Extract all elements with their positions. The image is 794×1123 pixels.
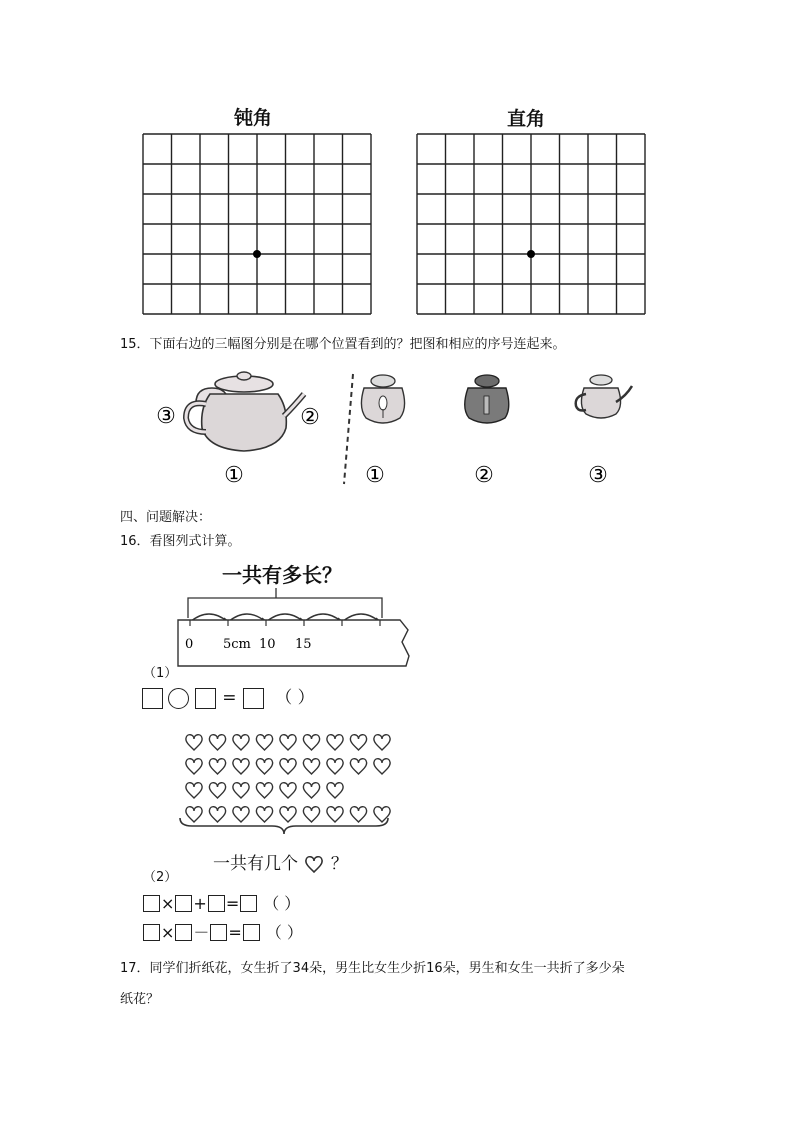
heart-icon <box>303 735 319 750</box>
question-15-text: 15．下面右边的三幅图分别是在哪个位置看到的？把图和相应的序号连起来。 <box>120 337 566 352</box>
section-4-heading: 四、问题解决： <box>120 510 212 525</box>
heart-icon <box>280 735 296 750</box>
grid-right[interactable] <box>414 131 649 319</box>
answer-box[interactable] <box>195 688 216 709</box>
answer-box[interactable] <box>243 924 260 941</box>
heart-icon <box>233 759 249 774</box>
view-label-1: ① <box>365 463 385 488</box>
ruler-tick-10: 10 <box>259 637 276 652</box>
answer-box[interactable] <box>210 924 227 941</box>
heart-icon <box>350 735 366 750</box>
unit-paren[interactable]: （ ） <box>275 688 315 708</box>
hearts-figure <box>172 730 397 840</box>
minus-sign: － <box>193 923 210 942</box>
heart-icon <box>327 807 343 822</box>
part-1-equation <box>142 688 316 710</box>
answer-box[interactable] <box>143 924 160 941</box>
plus-sign: + <box>193 894 207 913</box>
heart-icon <box>209 759 225 774</box>
heart-icon <box>303 807 319 822</box>
question-16-text: 16．看图列式计算。 <box>120 534 241 549</box>
heart-icon <box>256 735 272 750</box>
ruler-title: 一共有多长？ <box>222 563 342 587</box>
label-view-left: ③ <box>156 404 176 429</box>
heart-icon <box>374 759 390 774</box>
grid-vertex-dot <box>253 250 261 258</box>
heart-icon <box>256 759 272 774</box>
answer-box[interactable] <box>142 688 163 709</box>
heart-icon <box>233 735 249 750</box>
question-17-line-1: 17．同学们折纸花，女生折了34朵，男生比女生少折16朵，男生和女生一共折了多少朵 <box>120 961 625 976</box>
heart-icon <box>186 783 202 798</box>
heart-icon <box>186 807 202 822</box>
heart-icon <box>303 759 319 774</box>
heart-icon <box>233 783 249 798</box>
grid-title-right: 直角 <box>507 108 546 130</box>
grid-vertex-dot <box>527 250 535 258</box>
equals-sign: = <box>225 894 240 913</box>
teapot-view-1-icon <box>361 375 404 423</box>
unit-paren[interactable]: （ ） <box>263 894 301 913</box>
heart-icon <box>280 783 296 798</box>
times-sign: × <box>161 894 175 913</box>
hearts-question-prefix: 一共有几个 <box>213 854 298 874</box>
label-view-right: ② <box>300 405 320 430</box>
operator-circle[interactable] <box>168 688 189 709</box>
heart-icon <box>209 735 225 750</box>
divider-line <box>344 374 353 484</box>
view-label-3: ③ <box>588 463 608 488</box>
times-sign: × <box>161 923 175 942</box>
teapot-main-icon <box>186 372 304 451</box>
unit-paren[interactable]: （ ） <box>265 923 303 942</box>
answer-box[interactable] <box>175 924 192 941</box>
ruler-tick-5cm: 5cm <box>223 637 251 652</box>
question-17-line-2: 纸花？ <box>120 992 160 1007</box>
heart-icon <box>256 807 272 822</box>
heart-icon <box>327 759 343 774</box>
answer-box[interactable] <box>208 895 225 912</box>
heart-icon <box>280 759 296 774</box>
answer-box[interactable] <box>240 895 257 912</box>
heart-icon <box>374 735 390 750</box>
hearts-question <box>213 849 348 875</box>
heart-icon <box>209 807 225 822</box>
part-1-label: （1） <box>143 666 178 681</box>
heart-icon <box>350 759 366 774</box>
heart-icon <box>327 735 343 750</box>
heart-icon <box>186 735 202 750</box>
part-2-equation-2 <box>143 921 304 943</box>
ruler-figure <box>170 584 415 670</box>
heart-icon <box>186 759 202 774</box>
heart-icon <box>303 855 325 875</box>
part-2-equation-1 <box>143 892 301 914</box>
teapot-view-2-icon <box>465 375 509 423</box>
heart-icon <box>256 783 272 798</box>
grid-obtuse[interactable] <box>140 131 375 319</box>
heart-icon <box>209 783 225 798</box>
answer-box[interactable] <box>175 895 192 912</box>
teapot-figure <box>148 366 648 494</box>
heart-icon <box>350 807 366 822</box>
view-label-2: ② <box>474 463 494 488</box>
heart-icon <box>280 807 296 822</box>
heart-icon <box>327 783 343 798</box>
equals-sign: = <box>228 923 242 942</box>
heart-icon <box>233 807 249 822</box>
equals-sign: = <box>222 688 237 708</box>
heart-icon <box>303 783 319 798</box>
grid-title-obtuse: 钝角 <box>234 107 273 129</box>
hearts-question-suffix: ？ <box>330 854 348 874</box>
answer-box[interactable] <box>143 895 160 912</box>
answer-box[interactable] <box>243 688 264 709</box>
label-view-front: ① <box>224 463 244 488</box>
part-2-label: （2） <box>143 870 178 885</box>
ruler-tick-15: 15 <box>295 637 312 652</box>
ruler-tick-0: 0 <box>185 637 194 652</box>
teapot-view-3-icon <box>576 375 632 418</box>
